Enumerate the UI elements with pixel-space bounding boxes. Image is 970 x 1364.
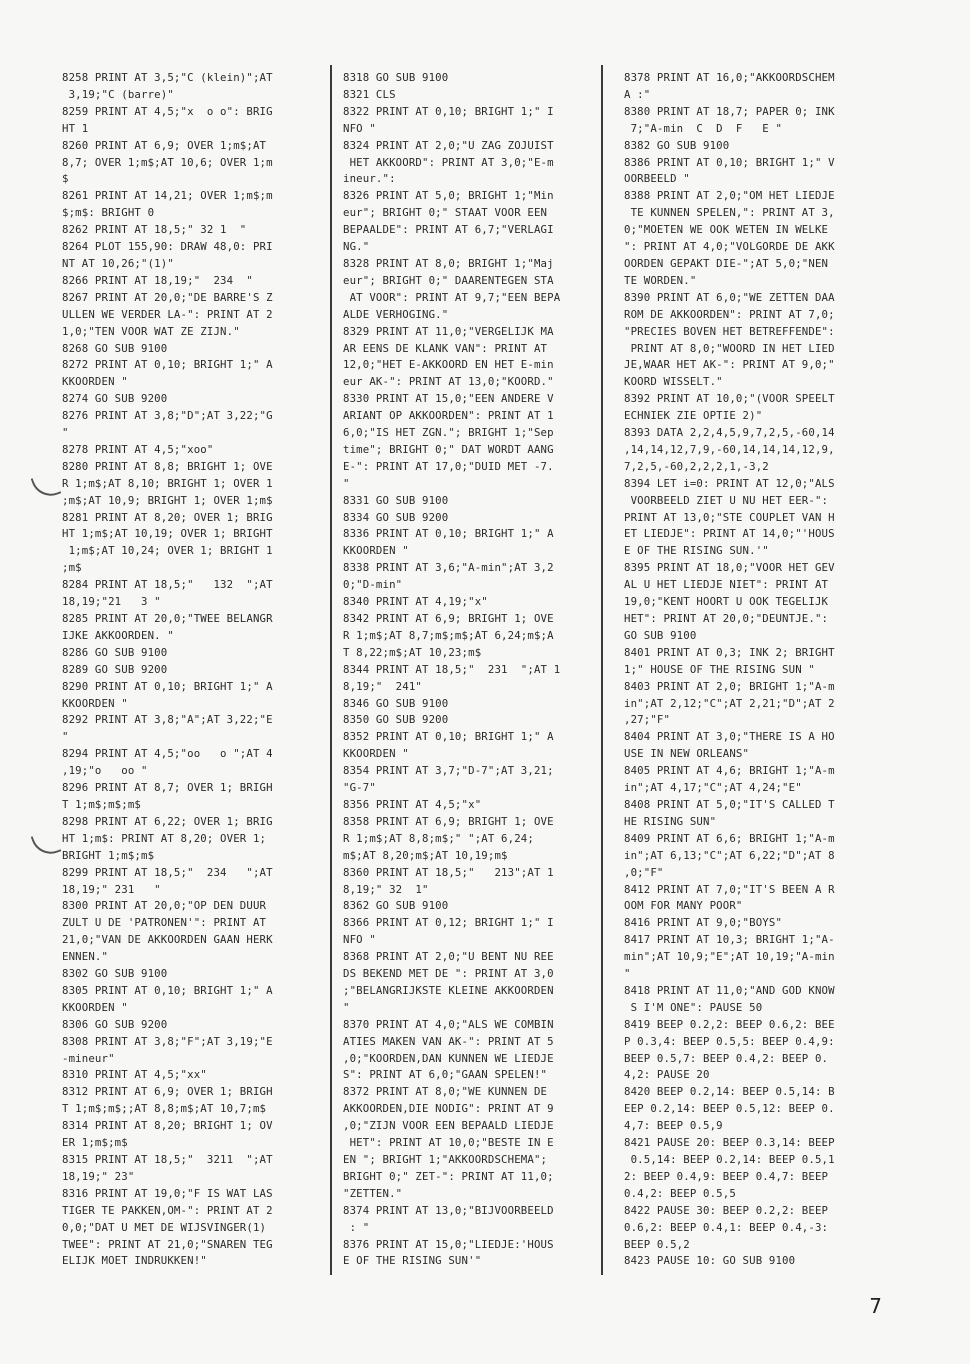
code-line: 0,0;"DAT U MET DE WIJSVINGER(1) bbox=[62, 1220, 267, 1234]
code-line: T 1;m$;m$;m$ bbox=[62, 797, 142, 811]
code-line: ROM DE AKKOORDEN": PRINT AT 7,0; bbox=[624, 307, 835, 321]
code-line: 19,0;"KENT HOORT U OOK TEGELIJK bbox=[624, 595, 829, 609]
code-line: : " bbox=[343, 1220, 370, 1234]
code-line: 8289 GO SUB 9200 bbox=[62, 662, 168, 676]
code-line: 8408 PRINT AT 5,0;"IT'S CALLED T bbox=[624, 797, 835, 811]
code-line: 8324 PRINT AT 2,0;"U ZAG ZOJUIST bbox=[343, 138, 554, 152]
code-line: ULLEN WE VERDER LA-": PRINT AT 2 bbox=[62, 307, 273, 321]
code-line: ECHNIEK ZIE OPTIE 2)" bbox=[624, 409, 763, 423]
code-line: 8340 PRINT AT 4,19;"x" bbox=[343, 595, 488, 609]
code-line: in";AT 4,17;"C";AT 4,24;"E" bbox=[624, 781, 802, 795]
code-line: 8300 PRINT AT 20,0;"OP DEN DUUR bbox=[62, 899, 267, 913]
code-line: 0;"MOETEN WE OOK WETEN IN WELKE bbox=[624, 223, 829, 237]
code-line: 8326 PRINT AT 5,0; BRIGHT 1;"Min bbox=[343, 189, 554, 203]
code-line: "PRECIES BOVEN HET BETREFFENDE": bbox=[624, 324, 835, 338]
code-line: GO SUB 9100 bbox=[624, 628, 697, 642]
code-line: 8334 GO SUB 9200 bbox=[343, 510, 449, 524]
code-line: HT 1 bbox=[62, 121, 89, 135]
code-line: 8409 PRINT AT 6,6; BRIGHT 1;"A-m bbox=[624, 831, 835, 845]
code-line: eur"; BRIGHT 0;" STAAT VOOR EEN bbox=[343, 206, 548, 220]
code-line: 8302 GO SUB 9100 bbox=[62, 967, 168, 981]
code-line: 4,2: PAUSE 20 bbox=[624, 1068, 710, 1082]
code-line: 0.4,2: BEEP 0.5,5 bbox=[624, 1186, 736, 1200]
code-line: " bbox=[62, 426, 69, 440]
code-line: E OF THE RISING SUN'" bbox=[343, 1254, 482, 1268]
code-line: 8344 PRINT AT 18,5;" 231 ";AT 1 bbox=[343, 662, 561, 676]
code-line: eur AK-": PRINT AT 13,0;"KOORD." bbox=[343, 375, 554, 389]
code-line: " bbox=[343, 1000, 350, 1014]
code-line: BRIGHT 0;" ZET-": PRINT AT 11,0; bbox=[343, 1169, 554, 1183]
code-line: OORBEELD " bbox=[624, 172, 690, 186]
code-line: ELIJK MOET INDRUKKEN!" bbox=[62, 1254, 207, 1268]
code-line: KKOORDEN " bbox=[343, 544, 409, 558]
code-line: ,0;"ZIJN VOOR EEN BEPAALD LIEDJE bbox=[343, 1119, 554, 1133]
code-line: 8419 BEEP 0.2,2: BEEP 0.6,2: BEE bbox=[624, 1017, 835, 1031]
code-line: EN "; BRIGHT 1;"AKKOORDSCHEMA"; bbox=[343, 1153, 548, 1166]
code-line: 8259 PRINT AT 4,5;"x o o": BRIG bbox=[62, 104, 273, 118]
code-line: ,19;"o oo " bbox=[62, 764, 148, 778]
code-line: 8336 PRINT AT 0,10; BRIGHT 1;" A bbox=[343, 527, 554, 541]
code-line: BEEP 0.5,2 bbox=[624, 1237, 690, 1251]
code-line: 8376 PRINT AT 15,0;"LIEDJE:'HOUS bbox=[343, 1237, 554, 1251]
code-line: BRIGHT 1;m$;m$ bbox=[62, 848, 155, 862]
code-line: 8278 PRINT AT 4,5;"xoo" bbox=[62, 442, 214, 456]
code-line: 8342 PRINT AT 6,9; BRIGHT 1; OVE bbox=[343, 612, 554, 625]
code-line: 8393 DATA 2,2,4,5,9,7,2,5,-60,14 bbox=[624, 426, 835, 440]
code-line: ZULT U DE 'PATRONEN'": PRINT AT bbox=[62, 916, 267, 930]
code-line: 8418 PRINT AT 11,0;"AND GOD KNOW bbox=[624, 983, 835, 997]
code-line: "ZETTEN." bbox=[343, 1186, 403, 1200]
code-line: time"; BRIGHT 0;" DAT WORDT AANG bbox=[343, 442, 554, 456]
code-line: 8316 PRINT AT 19,0;"F IS WAT LAS bbox=[62, 1186, 273, 1200]
code-line: TIGER TE PAKKEN,OM-": PRINT AT 2 bbox=[62, 1203, 273, 1217]
code-line: 8284 PRINT AT 18,5;" 132 ";AT bbox=[62, 578, 273, 592]
code-line: 8394 LET i=0: PRINT AT 12,0;"ALS bbox=[624, 476, 835, 490]
code-line: ATIES MAKEN VAN AK-": PRINT AT 5 bbox=[343, 1034, 554, 1048]
code-line: ": PRINT AT 4,0;"VOLGORDE DE AKK bbox=[624, 240, 835, 254]
code-line: "G-7" bbox=[343, 781, 376, 795]
code-line: 8416 PRINT AT 9,0;"BOYS" bbox=[624, 916, 783, 930]
code-line: 8338 PRINT AT 3,6;"A-min";AT 3,2 bbox=[343, 561, 554, 575]
code-line: ;"BELANGRIJKSTE KLEINE AKKOORDEN bbox=[343, 983, 554, 997]
code-line: 8360 PRINT AT 18,5;" 213";AT 1 bbox=[343, 865, 554, 879]
code-line: PRINT AT 13,0;"STE COUPLET VAN H bbox=[624, 510, 835, 524]
code-line: 8423 PAUSE 10: GO SUB 9100 bbox=[624, 1254, 796, 1268]
code-line: USE IN NEW ORLEANS" bbox=[624, 747, 750, 761]
punch-hole-mark bbox=[31, 829, 62, 860]
code-line: 8412 PRINT AT 7,0;"IT'S BEEN A R bbox=[624, 882, 835, 896]
listing-column-2 bbox=[343, 70, 593, 1270]
code-line: 8314 PRINT AT 8,20; BRIGHT 1; OV bbox=[62, 1119, 273, 1133]
code-line: " bbox=[343, 476, 350, 490]
code-line: E OF THE RISING SUN.'" bbox=[624, 544, 769, 558]
code-line: 8330 PRINT AT 15,0;"EEN ANDERE V bbox=[343, 392, 554, 406]
code-line: " bbox=[62, 730, 69, 744]
code-line: R 1;m$;AT 8,10; BRIGHT 1; OVER 1 bbox=[62, 476, 273, 490]
code-line: HET AKKOORD": PRINT AT 3,0;"E-m bbox=[343, 155, 554, 169]
code-line: IJKE AKKOORDEN. " bbox=[62, 628, 174, 642]
code-line: 8331 GO SUB 9100 bbox=[343, 493, 449, 507]
code-line: HET": PRINT AT 20,0;"DEUNTJE.": bbox=[624, 612, 829, 625]
code-line: 8405 PRINT AT 4,6; BRIGHT 1;"A-m bbox=[624, 764, 835, 778]
code-line: 8401 PRINT AT 0,3; INK 2; BRIGHT bbox=[624, 645, 835, 659]
code-line: 8352 PRINT AT 0,10; BRIGHT 1;" A bbox=[343, 730, 554, 744]
code-line: NFO " bbox=[343, 121, 376, 135]
code-line: 8390 PRINT AT 6,0;"WE ZETTEN DAA bbox=[624, 290, 835, 304]
code-line: ER 1;m$;m$ bbox=[62, 1136, 128, 1150]
code-line: AT VOOR": PRINT AT 9,7;"EEN BEPA bbox=[343, 290, 561, 304]
code-line: 12,0;"HET E-AKKOORD EN HET E-min bbox=[343, 358, 554, 372]
code-line: ineur.": bbox=[343, 172, 396, 186]
code-line: 8420 BEEP 0.2,14: BEEP 0.5,14: B bbox=[624, 1085, 835, 1099]
code-line: 8286 GO SUB 9100 bbox=[62, 645, 168, 659]
listing-column-1 bbox=[62, 70, 324, 1270]
code-line: S I'M ONE": PAUSE 50 bbox=[624, 1000, 763, 1014]
code-line: 8292 PRINT AT 3,8;"A";AT 3,22;"E bbox=[62, 713, 273, 727]
code-line: HE RISING SUN" bbox=[624, 814, 717, 828]
code-line: ;m$;AT 10,9; BRIGHT 1; OVER 1;m$ bbox=[62, 493, 273, 507]
code-line: HET": PRINT AT 10,0;"BESTE IN E bbox=[343, 1136, 554, 1150]
code-line: E-": PRINT AT 17,0;"DUID MET -7. bbox=[343, 459, 554, 473]
code-line: 8,7; OVER 1;m$;AT 10,6; OVER 1;m bbox=[62, 155, 273, 169]
code-line: 18,19;" 23" bbox=[62, 1169, 135, 1183]
code-line: 8264 PLOT 155,90: DRAW 48,0: PRI bbox=[62, 240, 273, 254]
code-line: 8315 PRINT AT 18,5;" 3211 ";AT bbox=[62, 1153, 273, 1166]
code-line: 8298 PRINT AT 6,22; OVER 1; BRIG bbox=[62, 814, 273, 828]
code-line: 0.6,2: BEEP 0.4,1: BEEP 0.4,-3: bbox=[624, 1220, 829, 1234]
code-line: 0.5,14: BEEP 0.2,14: BEEP 0.5,1 bbox=[624, 1153, 835, 1166]
code-line: " bbox=[624, 967, 631, 981]
code-line: 8392 PRINT AT 10,0;"(VOOR SPEELT bbox=[624, 392, 835, 406]
code-line: 8272 PRINT AT 0,10; BRIGHT 1;" A bbox=[62, 358, 273, 372]
code-line: 8328 PRINT AT 8,0; BRIGHT 1;"Maj bbox=[343, 256, 554, 270]
code-line: NFO " bbox=[343, 933, 376, 947]
code-line: 8380 PRINT AT 18,7; PAPER 0; INK bbox=[624, 104, 835, 118]
code-line: 8299 PRINT AT 18,5;" 234 ";AT bbox=[62, 865, 273, 879]
code-line: 8354 PRINT AT 3,7;"D-7";AT 3,21; bbox=[343, 764, 554, 778]
code-line: 8290 PRINT AT 0,10; BRIGHT 1;" A bbox=[62, 679, 273, 693]
code-line: KKOORDEN " bbox=[62, 1000, 128, 1014]
column-divider-1 bbox=[330, 65, 332, 1275]
punch-hole-mark bbox=[31, 471, 62, 502]
code-line: in";AT 2,12;"C";AT 2,21;"D";AT 2 bbox=[624, 696, 835, 710]
code-line: R 1;m$;AT 8,7;m$;m$;AT 6,24;m$;A bbox=[343, 628, 554, 642]
code-line: 7,2,5,-60,2,2,2,1,-3,2 bbox=[624, 459, 769, 473]
code-line: VOORBEELD ZIET U NU HET EER-": bbox=[624, 493, 829, 507]
code-line: 8356 PRINT AT 4,5;"x" bbox=[343, 797, 482, 811]
code-line: 18,19;" 231 " bbox=[62, 882, 161, 896]
code-line: AR EENS DE KLANK VAN": PRINT AT bbox=[343, 341, 548, 355]
code-line: KOORD WISSELT." bbox=[624, 375, 723, 389]
code-line: 8274 GO SUB 9200 bbox=[62, 392, 168, 406]
code-line: 8305 PRINT AT 0,10; BRIGHT 1;" A bbox=[62, 983, 273, 997]
code-line: 1,0;"TEN VOOR WAT ZE ZIJN." bbox=[62, 324, 240, 338]
code-line: TE KUNNEN SPELEN,": PRINT AT 3, bbox=[624, 206, 835, 220]
code-line: 8378 PRINT AT 16,0;"AKKOORDSCHEM bbox=[624, 71, 835, 84]
code-line: HT 1;m$: PRINT AT 8,20; OVER 1; bbox=[62, 831, 267, 845]
code-line: 8322 PRINT AT 0,10; BRIGHT 1;" I bbox=[343, 104, 554, 118]
code-line: BEEP 0.5,7: BEEP 0.4,2: BEEP 0. bbox=[624, 1051, 829, 1065]
code-line: 8268 GO SUB 9100 bbox=[62, 341, 168, 355]
code-line: KKOORDEN " bbox=[62, 375, 128, 389]
code-line: ALDE VERHOGING." bbox=[343, 307, 449, 321]
code-line: 8421 PAUSE 20: BEEP 0.3,14: BEEP bbox=[624, 1136, 835, 1150]
code-line: 8281 PRINT AT 8,20; OVER 1; BRIG bbox=[62, 510, 273, 524]
code-line: 1;m$;AT 10,24; OVER 1; BRIGHT 1 bbox=[62, 544, 273, 558]
code-line: ,0;"KOORDEN,DAN KUNNEN WE LIEDJE bbox=[343, 1051, 554, 1065]
code-line: 8346 GO SUB 9100 bbox=[343, 696, 449, 710]
code-line: HT 1;m$;AT 10,19; OVER 1; BRIGHT bbox=[62, 527, 273, 541]
code-line: KKOORDEN " bbox=[62, 696, 128, 710]
code-line: OORDEN GEPAKT DIE-";AT 5,0;"NEN bbox=[624, 256, 829, 270]
code-line: min";AT 10,9;"E";AT 10,19;"A-min bbox=[624, 950, 835, 964]
column-divider-2 bbox=[601, 65, 603, 1275]
code-line: 8372 PRINT AT 8,0;"WE KUNNEN DE bbox=[343, 1085, 548, 1099]
code-line: 8368 PRINT AT 2,0;"U BENT NU REE bbox=[343, 950, 554, 964]
code-line: 8296 PRINT AT 8,7; OVER 1; BRIGH bbox=[62, 781, 273, 795]
code-line: 8388 PRINT AT 2,0;"OM HET LIEDJE bbox=[624, 189, 835, 203]
code-line: 8404 PRINT AT 3,0;"THERE IS A HO bbox=[624, 730, 835, 744]
code-line: 8318 GO SUB 9100 bbox=[343, 71, 449, 84]
code-line: 8403 PRINT AT 2,0; BRIGHT 1;"A-m bbox=[624, 679, 835, 693]
code-line: 8366 PRINT AT 0,12; BRIGHT 1;" I bbox=[343, 916, 554, 930]
code-line: 7;"A-min C D F E " bbox=[624, 121, 783, 135]
code-line: 8262 PRINT AT 18,5;" 32 1 " bbox=[62, 223, 247, 237]
code-line: 8422 PAUSE 30: BEEP 0.2,2: BEEP bbox=[624, 1203, 829, 1217]
code-line: 18,19;"21 3 " bbox=[62, 595, 161, 609]
code-line: 8,19;" 241" bbox=[343, 679, 423, 693]
code-line: AKKOORDEN,DIE NODIG": PRINT AT 9 bbox=[343, 1102, 554, 1116]
code-line: P 0.3,4: BEEP 0.5,5: BEEP 0.4,9: bbox=[624, 1034, 835, 1048]
code-line: in";AT 6,13;"C";AT 6,22;"D";AT 8 bbox=[624, 848, 835, 862]
code-line: 1;" HOUSE OF THE RISING SUN " bbox=[624, 662, 815, 676]
code-line: 8382 GO SUB 9100 bbox=[624, 138, 730, 152]
code-line: TWEE": PRINT AT 21,0;"SNAREN TEG bbox=[62, 1237, 273, 1251]
code-line: 8312 PRINT AT 6,9; OVER 1; BRIGH bbox=[62, 1085, 273, 1099]
code-line: 8285 PRINT AT 20,0;"TWEE BELANGR bbox=[62, 612, 273, 625]
code-line: EEP 0.2,14: BEEP 0.5,12: BEEP 0. bbox=[624, 1102, 835, 1116]
code-line: 8358 PRINT AT 6,9; BRIGHT 1; OVE bbox=[343, 814, 554, 828]
code-line: 8276 PRINT AT 3,8;"D";AT 3,22;"G bbox=[62, 409, 273, 423]
code-line: 8417 PRINT AT 10,3; BRIGHT 1;"A- bbox=[624, 933, 835, 947]
code-line: -mineur" bbox=[62, 1051, 115, 1065]
code-line: $;m$: BRIGHT 0 bbox=[62, 206, 155, 220]
code-line: 8321 CLS bbox=[343, 87, 396, 101]
code-line: TE WORDEN." bbox=[624, 273, 697, 287]
code-line: BEPAALDE": PRINT AT 6,7;"VERLAGI bbox=[343, 223, 554, 237]
code-line: m$;AT 8,20;m$;AT 10,19;m$ bbox=[343, 848, 508, 862]
code-line: OOM FOR MANY POOR" bbox=[624, 899, 743, 913]
code-line: DS BEKEND MET DE ": PRINT AT 3,0 bbox=[343, 967, 554, 981]
code-line: 8386 PRINT AT 0,10; BRIGHT 1;" V bbox=[624, 155, 835, 169]
code-line: ;m$ bbox=[62, 561, 82, 575]
code-line: $ bbox=[62, 172, 69, 186]
code-line: 8258 PRINT AT 3,5;"C (klein)";AT bbox=[62, 71, 273, 84]
code-line: KKOORDEN " bbox=[343, 747, 409, 761]
code-line: NT AT 10,26;"(1)" bbox=[62, 256, 174, 270]
code-line: 0;"D-min" bbox=[343, 578, 403, 592]
code-line: eur"; BRIGHT 0;" DAARENTEGEN STA bbox=[343, 273, 554, 287]
code-line: 2: BEEP 0.4,9: BEEP 0.4,7: BEEP bbox=[624, 1169, 829, 1183]
code-line: A :" bbox=[624, 87, 651, 101]
code-line: ,14,14,12,7,9,-60,14,14,14,12,9, bbox=[624, 442, 835, 456]
code-line: 8362 GO SUB 9100 bbox=[343, 899, 449, 913]
code-line: 8260 PRINT AT 6,9; OVER 1;m$;AT bbox=[62, 138, 267, 152]
listing-column-3 bbox=[624, 70, 864, 1270]
code-line: JE,WAAR HET AK-": PRINT AT 9,0;" bbox=[624, 358, 835, 372]
code-line: T 1;m$;m$;;AT 8,8;m$;AT 10,7;m$ bbox=[62, 1102, 267, 1116]
code-line: NG." bbox=[343, 240, 370, 254]
code-line: 8267 PRINT AT 20,0;"DE BARRE'S Z bbox=[62, 290, 273, 304]
code-line: AL U HET LIEDJE NIET": PRINT AT bbox=[624, 578, 829, 592]
code-line: ET LIEDJE": PRINT AT 14,0;"'HOUS bbox=[624, 527, 835, 541]
code-line: 8280 PRINT AT 8,8; BRIGHT 1; OVE bbox=[62, 459, 273, 473]
code-line: PRINT AT 8,0;"WOORD IN HET LIED bbox=[624, 341, 835, 355]
code-line: 8329 PRINT AT 11,0;"VERGELIJK MA bbox=[343, 324, 554, 338]
code-line: 8370 PRINT AT 4,0;"ALS WE COMBIN bbox=[343, 1017, 554, 1031]
code-line: 8350 GO SUB 9200 bbox=[343, 713, 449, 727]
code-line: 8310 PRINT AT 4,5;"xx" bbox=[62, 1068, 207, 1082]
code-line: 8374 PRINT AT 13,0;"BIJVOORBEELD bbox=[343, 1203, 554, 1217]
code-line: 6,0;"IS HET ZGN."; BRIGHT 1;"Sep bbox=[343, 426, 554, 440]
code-line: 3,19;"C (barre)" bbox=[62, 87, 174, 101]
code-line: S": PRINT AT 6,0;"GAAN SPELEN!" bbox=[343, 1068, 548, 1082]
code-line: 21,0;"VAN DE AKKOORDEN GAAN HERK bbox=[62, 933, 273, 947]
code-line: ,27;"F" bbox=[624, 713, 671, 727]
code-line: ARIANT OP AKKOORDEN": PRINT AT 1 bbox=[343, 409, 554, 423]
code-line: 8266 PRINT AT 18,19;" 234 " bbox=[62, 273, 253, 287]
code-line: 8261 PRINT AT 14,21; OVER 1;m$;m bbox=[62, 189, 273, 203]
code-line: 8294 PRINT AT 4,5;"oo o ";AT 4 bbox=[62, 747, 273, 761]
code-line: ENNEN." bbox=[62, 950, 109, 964]
code-line: ,0;"F" bbox=[624, 865, 664, 879]
page-number: 7 bbox=[869, 1294, 882, 1318]
code-line: 8,19;" 32 1" bbox=[343, 882, 429, 896]
code-line: 8308 PRINT AT 3,8;"F";AT 3,19;"E bbox=[62, 1034, 273, 1048]
code-line: 4,7: BEEP 0.5,9 bbox=[624, 1119, 723, 1133]
code-line: T 8,22;m$;AT 10,23;m$ bbox=[343, 645, 482, 659]
code-line: R 1;m$;AT 8,8;m$;" ";AT 6,24; bbox=[343, 831, 534, 845]
code-line: 8395 PRINT AT 18,0;"VOOR HET GEV bbox=[624, 561, 835, 575]
code-line: 8306 GO SUB 9200 bbox=[62, 1017, 168, 1031]
